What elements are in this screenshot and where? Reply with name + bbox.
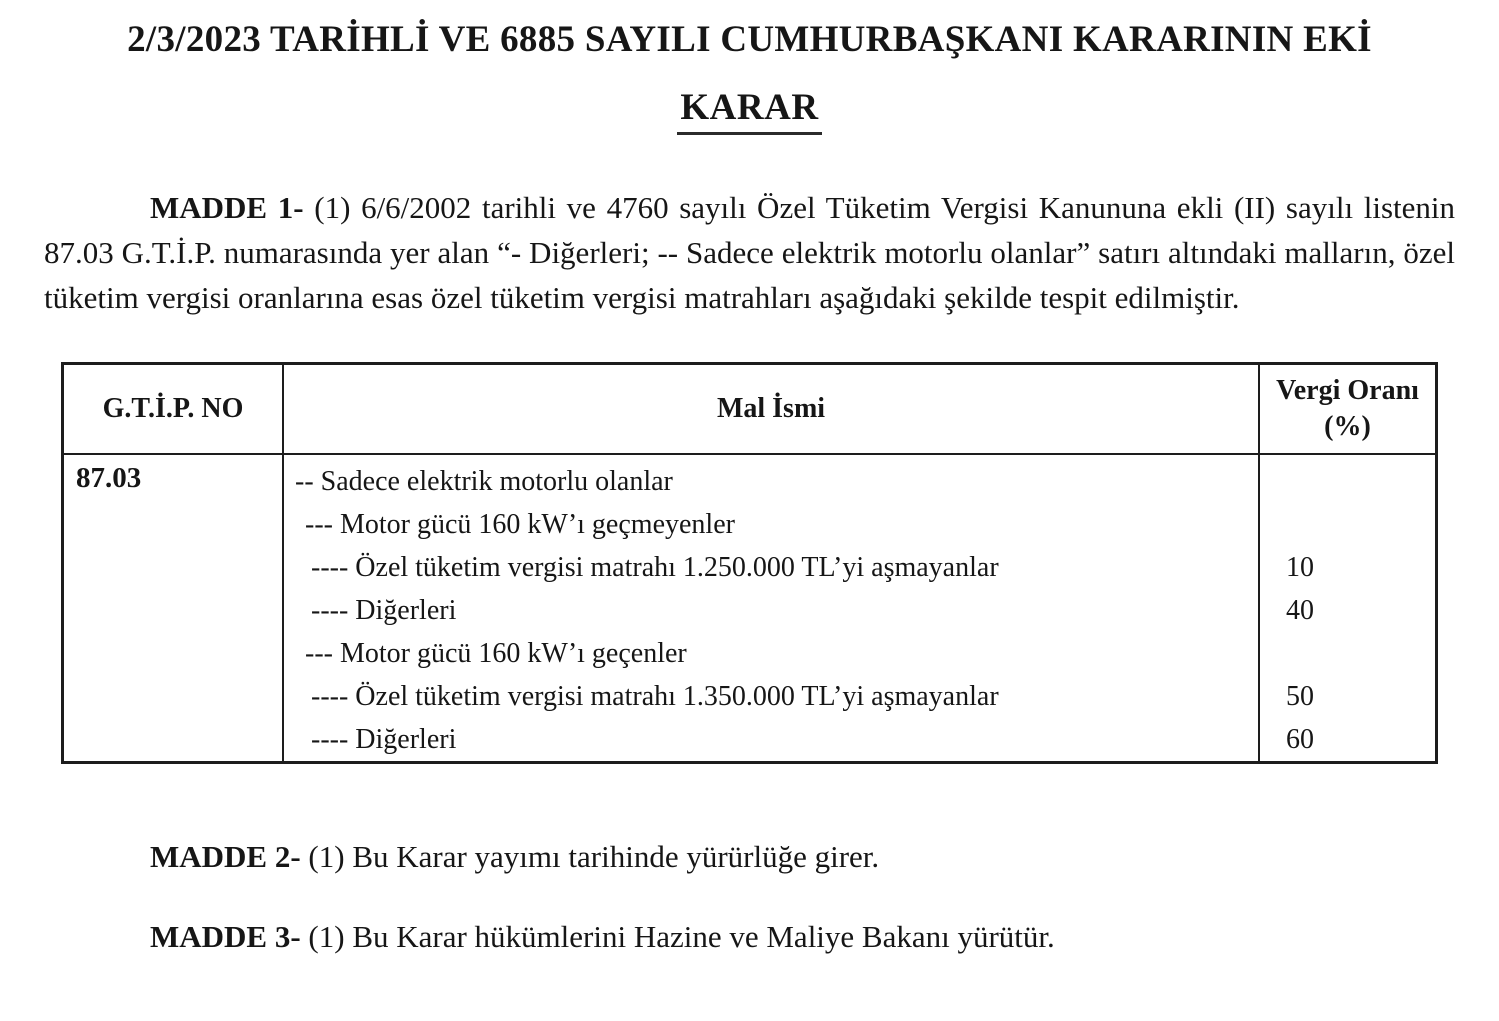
article-3-text: (1) Bu Karar hükümlerini Hazine ve Maliye Bakanı yürütür. [308, 919, 1055, 954]
article-3-label: MADDE 3- [150, 919, 301, 954]
article-1 [44, 185, 1455, 320]
table-row-vergi: 50 [1286, 680, 1314, 712]
header-cell-mal: Mal İsmi [284, 365, 1260, 453]
article-1-text: (1) 6/6/2002 tarihli ve 4760 sayılı Özel Tüketim Vergisi Kanununa ekli (II) sayılı listenin 87.03 G.T.İ.P. numarasında yer alan “- Diğerleri; -- Sadece elektrik motorlu olanlar” satırı altındaki malların, özel tüketim vergisi oranlarına esas özel tüketim vergisi matrahları aşağıdaki şekilde tespit edilmiştir. [44, 190, 1456, 315]
table-header-row [64, 365, 1435, 455]
article-1-label: MADDE 1- [150, 190, 304, 225]
table-row-vergi: 60 [1286, 723, 1314, 755]
table-row-mal: ---- Özel tüketim vergisi matrahı 1.250.000 TL’yi aşmayanlar [311, 551, 999, 583]
decree-subtitle [44, 86, 1455, 135]
header-cell-vergi-line2: (%) [1324, 411, 1371, 442]
table-row-mal: -- Sadece elektrik motorlu olanlar [295, 465, 673, 497]
article-2-text: (1) Bu Karar yayımı tarihinde yürürlüğe girer. [308, 839, 880, 874]
decree-title: 2/3/2023 TARİHLİ VE 6885 SAYILI CUMHURBAŞKANI KARARININ EKİ [127, 19, 1372, 60]
article-2-label: MADDE 2- [150, 839, 301, 874]
table-row-vergi: 10 [1286, 551, 1314, 583]
table-row-vergi [1260, 503, 1435, 546]
table-row-vergi [1260, 460, 1435, 503]
article-2 [44, 834, 1455, 879]
table-body [64, 455, 1435, 761]
table-row-vergi [1260, 632, 1435, 675]
gtip-value: 87.03 [64, 455, 284, 761]
article-3 [44, 914, 1455, 959]
mal-ismi-column [284, 455, 1260, 761]
decree-subtitle-text: KARAR [677, 86, 821, 135]
table-row-mal: ---- Özel tüketim vergisi matrahı 1.350.000 TL’yi aşmayanlar [311, 680, 999, 712]
table-row-mal: --- Motor gücü 160 kW’ı geçenler [305, 637, 687, 669]
table-row-mal: ---- Diğerleri [311, 594, 457, 626]
header-cell-vergi-line1: Vergi Oranı [1276, 375, 1419, 406]
header-cell-gtip: G.T.İ.P. NO [64, 365, 284, 453]
header-cell-vergi [1260, 365, 1435, 453]
tax-rate-table [61, 362, 1438, 764]
table-row-mal: ---- Diğerleri [311, 723, 457, 755]
vergi-orani-column [1260, 455, 1435, 761]
table-row-vergi: 40 [1286, 594, 1314, 626]
table-row-mal: --- Motor gücü 160 kW’ı geçmeyenler [305, 508, 735, 540]
